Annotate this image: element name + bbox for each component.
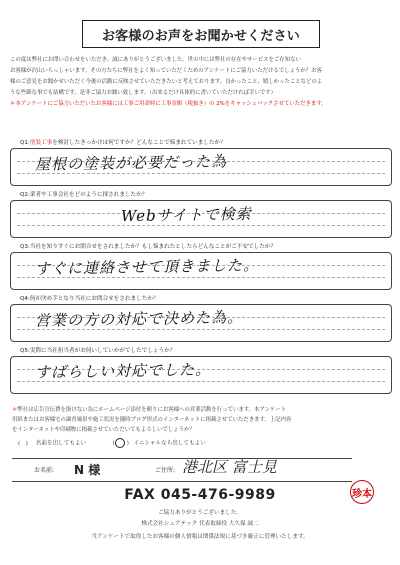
question-label: Q3:当社を知りすぐにお問合せをされましたか？もし悩まれたとしたらどんなことがご不安でしたか？ — [20, 244, 276, 250]
thanks-text: ご協力ありがとうございました。 — [158, 510, 242, 516]
question-label: Q4:何が決め手となり当社にお問合せをされましたか？ — [20, 296, 159, 302]
answer-box[interactable] — [10, 252, 392, 290]
company-name: 株式会社シェアテック 代表取締役 大久保 誠二 — [141, 521, 259, 527]
answer-box[interactable] — [10, 200, 392, 238]
choice-initial-label: イニシャルなら出してもよい — [133, 440, 206, 447]
page-title: お客様のお声をお聞かせください — [101, 28, 300, 44]
intro-line-3: 様のご意見をお聞かせいただく今後の活動に反映させていただきたいと考えております。良かったこと、嬉しかったことなどのよ — [10, 79, 323, 85]
answer-box[interactable] — [10, 304, 392, 342]
address-field[interactable]: 港北区 富士見 — [182, 458, 277, 476]
selected-circle-icon — [115, 438, 125, 448]
name-label: お名前: — [34, 467, 55, 474]
choice-name-checkbox[interactable]: ( ) — [18, 440, 28, 447]
title-box — [82, 20, 320, 48]
intro-line-1: この度は弊社にお問い合わせをいただき、誠にありがとうございました。世の中には弊社の存在やサービスをご存知ない — [10, 57, 301, 63]
publication-choices — [12, 438, 206, 448]
question-1 — [10, 140, 390, 192]
answer-text: すぐに連絡させて頂きました。 — [34, 256, 260, 278]
question-label: Q1:塗装工事を検討したきっかけは何ですか？どんなことで悩まれていましたか？ — [20, 140, 226, 146]
address-label: ご住所: — [155, 467, 176, 474]
intro-text — [10, 55, 390, 110]
name-address-row — [12, 458, 352, 482]
question-4 — [10, 296, 390, 348]
question-2 — [10, 192, 390, 244]
question-label: Q2:業者や工事会社をどのように探されましたか？ — [20, 192, 148, 198]
intro-line-2: お客様が沢山いらっしゃいます。その方たちに弊社をよく知っていただくためのアンケートにご協力いただけるでしょうか？お客 — [10, 68, 322, 74]
answer-text: Webサイトで検索 — [120, 204, 252, 226]
answer-text: 営業の方の対応で決めた為。 — [34, 308, 244, 330]
seal-stamp-icon: 珍本 — [350, 480, 374, 504]
cashback-note: ＊本アンケートにご協力いただいたお客様には工事ご用命時に工事金額（税抜き）の 2%をキャッシュバックさせていただきます。 — [10, 101, 327, 107]
answer-text: 屋根の塗装が必要だった為 — [34, 152, 228, 174]
answer-text: すばらしい対応でした。 — [34, 360, 212, 382]
choice-initial-checkbox[interactable]: ( ) — [110, 438, 132, 448]
consent-line-1: 弊社は広告宣伝費を掛けない為にホームページ添付を頼りにお客様への営業活動を行っています。本アンケート — [17, 407, 287, 413]
fax-number: FAX 045-476-9989 — [124, 487, 276, 503]
answer-box[interactable] — [10, 356, 392, 394]
name-field[interactable]: N 様 — [74, 463, 101, 477]
question-5 — [10, 348, 390, 400]
answer-box[interactable] — [10, 148, 392, 186]
choice-name-label: 名前を出してもよい — [35, 440, 87, 447]
question-label: Q5:実際に当社担当者がお伺いしていかがでしたでしょうか？ — [20, 348, 176, 354]
consent-text: ＊弊社は広告宣伝費を掛けない為にホームページ添付を頼りにお客様への営業活動を行っています。本アンケート 用紙またはお客様宅の調査風景や施工状況を随時ブログ形式のインターネットに掲載させていただきます。上記内容 をインターネットや印刷物に掲載させていただいてもよろしいでしょうか？ — [12, 405, 390, 435]
intro-line-4: うな些細な事でも結構です。是非ご協力お願い致します。（出来るだけ具体的に書いていただければ幸いです） — [10, 90, 276, 96]
question-3 — [10, 244, 390, 296]
privacy-notice: 当アンケートで取得したお客様の個人情報は関係法規に基づき厳正に管理いたします。 — [91, 534, 309, 540]
questions — [10, 140, 390, 400]
consent-line-3: をインターネットや印刷物に掲載させていただいてもよろしいでしょうか？ — [12, 427, 195, 433]
consent-line-2: 用紙またはお客様宅の調査風景や施工状況を随時ブログ形式のインターネットに掲載させていただきます。上記内容 — [12, 417, 292, 423]
